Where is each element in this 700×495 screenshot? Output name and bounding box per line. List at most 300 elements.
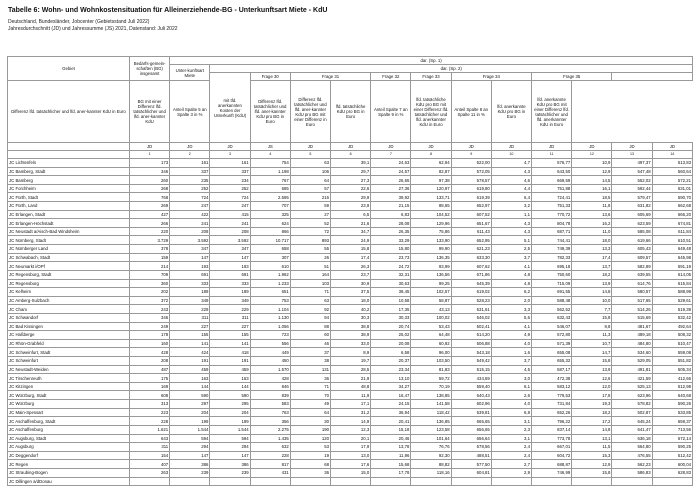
unit-code-cell: JD — [612, 143, 652, 151]
value-cell: 48,8 — [331, 382, 371, 391]
value-cell: 294 — [170, 443, 210, 452]
value-cell: 562,23 — [612, 460, 652, 469]
value-cell: 169 — [130, 382, 170, 391]
table-row — [8, 236, 693, 245]
value-cell: 129,96 — [411, 219, 451, 228]
value-cell: 64,48 — [411, 331, 451, 340]
value-cell: 4,3 — [491, 219, 531, 228]
table-row — [8, 348, 693, 357]
value-cell: 23,9 — [331, 202, 371, 211]
region-name-cell: JC Würzburg — [8, 400, 130, 409]
region-name-cell: JC Rhön-Grabfeld — [8, 339, 130, 348]
value-cell: 349 — [210, 296, 250, 305]
value-cell: 434,69 — [451, 374, 491, 383]
unit-code-cell: JD — [130, 143, 170, 151]
unit-code-cell: JD — [290, 143, 330, 151]
value-cell: 17,4 — [572, 253, 612, 262]
value-cell: 208 — [210, 227, 250, 236]
value-cell: 837,14 — [532, 425, 572, 434]
value-cell: 583 — [250, 400, 290, 409]
value-cell: 619,80 — [451, 184, 491, 193]
value-cell: 590,26 — [652, 400, 692, 409]
value-cell — [290, 477, 330, 486]
value-cell: 199 — [210, 417, 250, 426]
region-name-cell: JC Haßberge — [8, 331, 130, 340]
value-cell: 1.104 — [250, 305, 290, 314]
value-cell: 20,1 — [331, 434, 371, 443]
value-cell: 415 — [210, 210, 250, 219]
value-cell — [652, 477, 692, 486]
value-cell: 228 — [250, 451, 290, 460]
table-row — [8, 296, 693, 305]
value-cell: 656,65 — [451, 425, 491, 434]
value-cell: 33,0 — [331, 339, 371, 348]
value-cell: 421,59 — [612, 374, 652, 383]
value-cell: 37 — [290, 348, 330, 357]
table-row — [8, 382, 693, 391]
header-frage-32: Frage 32 — [371, 73, 411, 81]
value-cell: 75,86 — [411, 227, 451, 236]
value-cell: 93,99 — [411, 262, 451, 271]
value-cell: 671,86 — [451, 270, 491, 279]
value-cell: 333 — [170, 279, 210, 288]
value-cell: 3.592 — [210, 236, 250, 245]
value-cell: 1.962 — [250, 270, 290, 279]
value-cell: 266 — [130, 219, 170, 228]
column-number-blank — [8, 151, 130, 159]
value-cell: 767 — [250, 176, 290, 185]
col-header-2: Unter-kunftsart Miete — [170, 65, 210, 81]
value-cell: 71 — [290, 288, 330, 297]
value-cell: 147 — [170, 253, 210, 262]
value-cell: 220 — [130, 227, 170, 236]
table-row — [8, 322, 693, 331]
value-cell: 6,58 — [371, 348, 411, 357]
value-cell: 29,7 — [331, 167, 371, 176]
region-name-cell: JC Schweinfurt — [8, 357, 130, 366]
region-name-cell: JC Fürth, Stadt — [8, 193, 130, 202]
value-cell: 33,29 — [371, 236, 411, 245]
value-cell: 424 — [170, 348, 210, 357]
value-cell: 202 — [130, 288, 170, 297]
region-name-cell: JC Regensburg, Stadt — [8, 270, 130, 279]
unit-code-cell: JD — [411, 143, 451, 151]
value-cell: 346 — [130, 313, 170, 322]
value-cell: 141 — [170, 339, 210, 348]
value-cell: 23,73 — [371, 253, 411, 262]
column-number-cell: 10 — [491, 151, 531, 159]
col-header-9: lfd. tatsächliche KdU pro BG in Euro — [331, 81, 371, 143]
header-frage-34: Frage 34 — [451, 73, 531, 81]
value-cell: 15,80 — [371, 245, 411, 254]
region-name-cell: JC Kitzingen — [8, 382, 130, 391]
region-name-cell: JC Neustadt-Weiden — [8, 365, 130, 374]
value-cell: 476,55 — [612, 451, 652, 460]
value-cell: 583,12 — [532, 382, 572, 391]
value-cell: 38,9 — [331, 331, 371, 340]
value-cell: 6,8 — [491, 408, 531, 417]
region-name-cell: JC Schwabach, Stadt — [8, 253, 130, 262]
table-row — [8, 193, 693, 202]
value-cell: 17,6 — [331, 460, 371, 469]
value-cell: 489,18 — [612, 331, 652, 340]
value-cell: 1.056 — [250, 322, 290, 331]
value-cell: 624 — [250, 219, 290, 228]
value-cell: 24,72 — [371, 262, 411, 271]
value-cell: 92,30 — [411, 451, 451, 460]
value-cell: 239 — [210, 468, 250, 477]
value-cell: 4,1 — [491, 262, 531, 271]
value-cell: 3,0 — [491, 374, 531, 383]
value-cell: 2,5 — [491, 245, 531, 254]
value-cell: 487 — [130, 365, 170, 374]
value-cell: 12,0 — [572, 382, 612, 391]
value-cell: 228 — [130, 417, 170, 426]
value-cell: 1,1 — [491, 210, 531, 219]
value-cell: 709 — [130, 270, 170, 279]
value-cell: 713,56 — [652, 425, 692, 434]
region-name-cell: JC Straubing-Bogen — [8, 468, 130, 477]
value-cell: 559,08 — [652, 348, 692, 357]
value-cell: 639,55 — [612, 270, 652, 279]
region-name-cell: JC Dillingen a/dDonau — [8, 477, 130, 486]
value-cell: 347 — [170, 245, 210, 254]
value-cell: 582,89 — [612, 262, 652, 271]
value-cell: 100,02 — [411, 313, 451, 322]
value-cell: 191 — [210, 357, 250, 366]
value-cell: 307 — [250, 253, 290, 262]
value-cell: 12,9 — [572, 460, 612, 469]
value-cell: 356 — [250, 417, 290, 426]
value-cell: 731,84 — [532, 400, 572, 409]
table-row — [8, 210, 693, 219]
table-row — [8, 313, 693, 322]
value-cell: 175 — [130, 374, 170, 383]
value-cell: 611,84 — [652, 227, 692, 236]
value-cell: 5,1 — [491, 236, 531, 245]
value-cell: 229 — [170, 305, 210, 314]
value-cell: 552,02 — [612, 176, 652, 185]
value-cell: 12,9 — [572, 167, 612, 176]
value-cell: 481,67 — [612, 322, 652, 331]
value-cell: 641,47 — [612, 425, 652, 434]
value-cell: 588,99 — [652, 288, 692, 297]
col-header-6: Anteil Spalte 5 an Spalte 3 in % — [170, 81, 210, 143]
table-row — [8, 374, 693, 383]
value-cell: 3,7 — [491, 357, 531, 366]
value-cell: 517,65 — [612, 296, 652, 305]
region-name-cell: JC Bamberg, Stadt — [8, 167, 130, 176]
value-cell: 31,2 — [331, 408, 371, 417]
value-cell: 672,14 — [652, 434, 692, 443]
value-cell: 24,57 — [371, 167, 411, 176]
value-cell: 17,78 — [371, 468, 411, 477]
value-cell — [130, 477, 170, 486]
value-cell: 313 — [130, 400, 170, 409]
value-cell: 579,47 — [612, 193, 652, 202]
value-cell: 749,39 — [532, 245, 572, 254]
value-cell: 768 — [130, 193, 170, 202]
value-cell: 62,94 — [411, 159, 451, 168]
value-cell: 502,41 — [451, 322, 491, 331]
value-cell: 560,64 — [652, 167, 692, 176]
value-cell: 249 — [130, 322, 170, 331]
value-cell: 488,51 — [451, 451, 491, 460]
value-cell: 459 — [170, 365, 210, 374]
value-cell: 25,02 — [371, 331, 411, 340]
value-cell: 636,18 — [612, 434, 652, 443]
value-cell — [331, 477, 371, 486]
value-cell: 15,8 — [572, 357, 612, 366]
value-cell: 26,35 — [371, 227, 411, 236]
value-cell: 754 — [250, 159, 290, 168]
value-cell: 578,57 — [451, 176, 491, 185]
value-cell: 386 — [210, 460, 250, 469]
value-cell: 106 — [290, 167, 330, 176]
value-cell: 9,8 — [572, 322, 612, 331]
value-cell: 893 — [290, 236, 330, 245]
value-cell: 14,8 — [572, 425, 612, 434]
value-cell: 59,72 — [411, 374, 451, 383]
value-cell: 163 — [210, 374, 250, 383]
value-cell: 247 — [210, 202, 250, 211]
region-name-cell: JC Lichtenfels — [8, 159, 130, 168]
value-cell: 528,23 — [451, 296, 491, 305]
value-cell: 58,87 — [411, 296, 451, 305]
value-cell: 36,94 — [371, 408, 411, 417]
value-cell: 4,0 — [491, 400, 531, 409]
table-row — [8, 451, 693, 460]
value-cell: 10,58 — [371, 296, 411, 305]
value-cell: 662,68 — [652, 202, 692, 211]
value-cell: 505,34 — [652, 365, 692, 374]
value-cell: 17,8 — [572, 391, 612, 400]
value-cell: 19,7 — [331, 357, 371, 366]
unit-code-cell: JD — [170, 143, 210, 151]
value-cell: 13,6 — [572, 210, 612, 219]
value-cell: 3,1 — [491, 434, 531, 443]
value-cell: 533,85 — [652, 408, 692, 417]
value-cell: 667,01 — [532, 443, 572, 452]
value-cell: 133,90 — [411, 236, 451, 245]
value-cell: 665,65 — [451, 417, 491, 426]
value-cell: 614,05 — [652, 270, 692, 279]
value-cell: 12,6 — [572, 374, 612, 383]
value-cell: 449 — [250, 348, 290, 357]
table-row — [8, 245, 693, 254]
table-row — [8, 408, 693, 417]
value-cell: 123,58 — [411, 425, 451, 434]
value-cell: 64 — [290, 176, 330, 185]
value-cell: 34,7 — [331, 227, 371, 236]
value-cell: 2,9 — [491, 468, 531, 477]
value-cell: 6,4 — [491, 193, 531, 202]
value-cell: 378 — [130, 245, 170, 254]
value-cell: 22,6 — [331, 184, 371, 193]
value-cell — [371, 477, 411, 486]
value-cell: 773,78 — [532, 434, 572, 443]
value-cell: 101,64 — [411, 434, 451, 443]
value-cell: 4,3 — [491, 167, 531, 176]
value-cell: 26,55 — [371, 176, 411, 185]
value-cell: 23,7 — [331, 270, 371, 279]
value-cell: 189 — [170, 288, 210, 297]
table-row — [8, 434, 693, 443]
value-cell: 4,6 — [491, 176, 531, 185]
value-cell: 40,2 — [331, 305, 371, 314]
region-name-cell: JC Nürnberger Land — [8, 245, 130, 254]
value-cell: 160 — [130, 339, 170, 348]
value-cell: 23,34 — [371, 365, 411, 374]
value-cell: 118,42 — [411, 408, 451, 417]
value-cell: 15,3 — [572, 451, 612, 460]
value-cell: 707 — [250, 202, 290, 211]
value-cell: 161 — [170, 159, 210, 168]
table-row — [8, 288, 693, 297]
value-cell: 586,83 — [612, 468, 652, 477]
value-cell: 17,2 — [572, 417, 612, 426]
value-cell: 20,46 — [371, 434, 411, 443]
unit-code-cell: JD — [451, 143, 491, 151]
value-cell: 223 — [130, 408, 170, 417]
table-title: Tabelle 6: Wohn- und Wohnkostensituation für Alleinerziehende-BG - Unterkunftsart Miete - KdU — [8, 7, 328, 14]
value-cell: 605,43 — [612, 245, 652, 254]
value-cell: 450 — [250, 357, 290, 366]
value-cell: 497,37 — [612, 159, 652, 168]
value-cell: 18,0 — [572, 236, 612, 245]
value-cell: 99,25 — [411, 279, 451, 288]
value-cell: 546,07 — [532, 322, 572, 331]
value-cell: 19 — [290, 451, 330, 460]
value-cell: 492,64 — [652, 322, 692, 331]
value-cell: 572,05 — [451, 167, 491, 176]
value-cell: 4,0 — [491, 339, 531, 348]
value-cell: 144 — [170, 382, 210, 391]
value-cell: 260 — [130, 176, 170, 185]
value-cell: 607,62 — [451, 262, 491, 271]
value-cell: 191 — [170, 357, 210, 366]
table-row — [8, 184, 693, 193]
value-cell: 428 — [130, 348, 170, 357]
value-cell: 621,23 — [451, 245, 491, 254]
value-cell: 136,35 — [411, 253, 451, 262]
value-cell: 4,5 — [491, 365, 531, 374]
value-cell: 15,18 — [371, 425, 411, 434]
value-cell: 578,56 — [451, 443, 491, 452]
value-cell — [532, 477, 572, 486]
value-cell: 590 — [210, 391, 250, 400]
region-name-cell: JC Aschaffenburg — [8, 425, 130, 434]
unit-code-row — [8, 143, 693, 151]
value-cell: 640,68 — [652, 391, 692, 400]
value-cell: 2,6 — [491, 391, 531, 400]
unit-code-cell: JD — [572, 143, 612, 151]
value-cell: 204 — [210, 408, 250, 417]
column-number-cell: 11 — [532, 151, 572, 159]
value-cell: 20,08 — [371, 339, 411, 348]
value-cell: 12,3 — [331, 425, 371, 434]
header-frage-blank — [612, 73, 693, 81]
value-cell: 645,24 — [612, 417, 652, 426]
column-number-cell: 6 — [331, 151, 371, 159]
value-cell: 14,8 — [572, 288, 612, 297]
value-cell: 39,92 — [371, 193, 411, 202]
value-cell: 723 — [250, 331, 290, 340]
value-cell: 839 — [250, 391, 290, 400]
value-cell: 543,18 — [451, 348, 491, 357]
table-row — [8, 279, 693, 288]
value-cell: 1.570 — [250, 365, 290, 374]
region-name-cell: JC Regen — [8, 460, 130, 469]
value-cell: 508,32 — [652, 331, 692, 340]
value-cell: 155 — [170, 331, 210, 340]
region-name-cell: JC Bamberg — [8, 176, 130, 185]
value-cell: 26,3 — [331, 262, 371, 271]
value-cell: 4,8 — [491, 270, 531, 279]
value-cell: 88 — [290, 322, 330, 331]
value-cell: 10.717 — [250, 236, 290, 245]
region-name-cell: JC Regensburg — [8, 279, 130, 288]
col-header-13: lfd. anerkannte KdU pro BG in Euro — [491, 81, 531, 143]
value-cell: 604,72 — [532, 451, 572, 460]
value-cell: 5,6 — [491, 313, 531, 322]
unit-code-cell: JS — [250, 143, 290, 151]
value-cell: 17,4 — [331, 253, 371, 262]
value-cell: 68 — [290, 460, 330, 469]
value-cell: 214 — [130, 262, 170, 271]
value-cell: 30 — [290, 417, 330, 426]
value-cell: 688,87 — [532, 460, 572, 469]
value-cell: 652,26 — [532, 408, 572, 417]
value-cell: 631,82 — [612, 202, 652, 211]
table-row — [8, 391, 693, 400]
value-cell: 594 — [210, 434, 250, 443]
value-cell: 724,41 — [532, 193, 572, 202]
table-body — [8, 159, 693, 486]
value-cell: 155 — [210, 331, 250, 340]
value-cell: 779,53 — [532, 391, 572, 400]
value-cell: 204 — [170, 408, 210, 417]
value-cell: 13,3 — [572, 245, 612, 254]
column-number-cell: 8 — [411, 151, 451, 159]
value-cell: 28,08 — [371, 219, 411, 228]
value-cell: 2.595 — [250, 193, 290, 202]
value-cell: 502,87 — [612, 408, 652, 417]
col-header-14: lfd. anerkannte KdU pro BG mit einer Differenz lfd. tatsächlicher und lfd. anerkannter KdU in Euro — [532, 81, 572, 143]
value-cell: 2,0 — [491, 296, 531, 305]
table-row — [8, 202, 693, 211]
value-cell: 333 — [210, 279, 250, 288]
column-number-cell: 3 — [210, 151, 250, 159]
region-name-cell: JC Neumarkt i/OPf — [8, 262, 130, 271]
value-cell: 418 — [210, 348, 250, 357]
value-cell: 3,1 — [491, 417, 531, 426]
value-cell: 4,7 — [491, 159, 531, 168]
table-row — [8, 219, 693, 228]
value-cell: 189 — [210, 288, 250, 297]
table-row — [8, 460, 693, 469]
value-cell: 173 — [130, 159, 170, 168]
value-cell: 147 — [170, 451, 210, 460]
value-cell: 24,9 — [331, 236, 371, 245]
value-cell: 674,81 — [652, 219, 692, 228]
value-cell: 227 — [170, 322, 210, 331]
value-cell: 235 — [170, 176, 210, 185]
value-cell: 229 — [210, 305, 250, 314]
value-cell: 82,87 — [411, 167, 451, 176]
value-cell: 94 — [290, 313, 330, 322]
value-cell: 602,96 — [451, 400, 491, 409]
